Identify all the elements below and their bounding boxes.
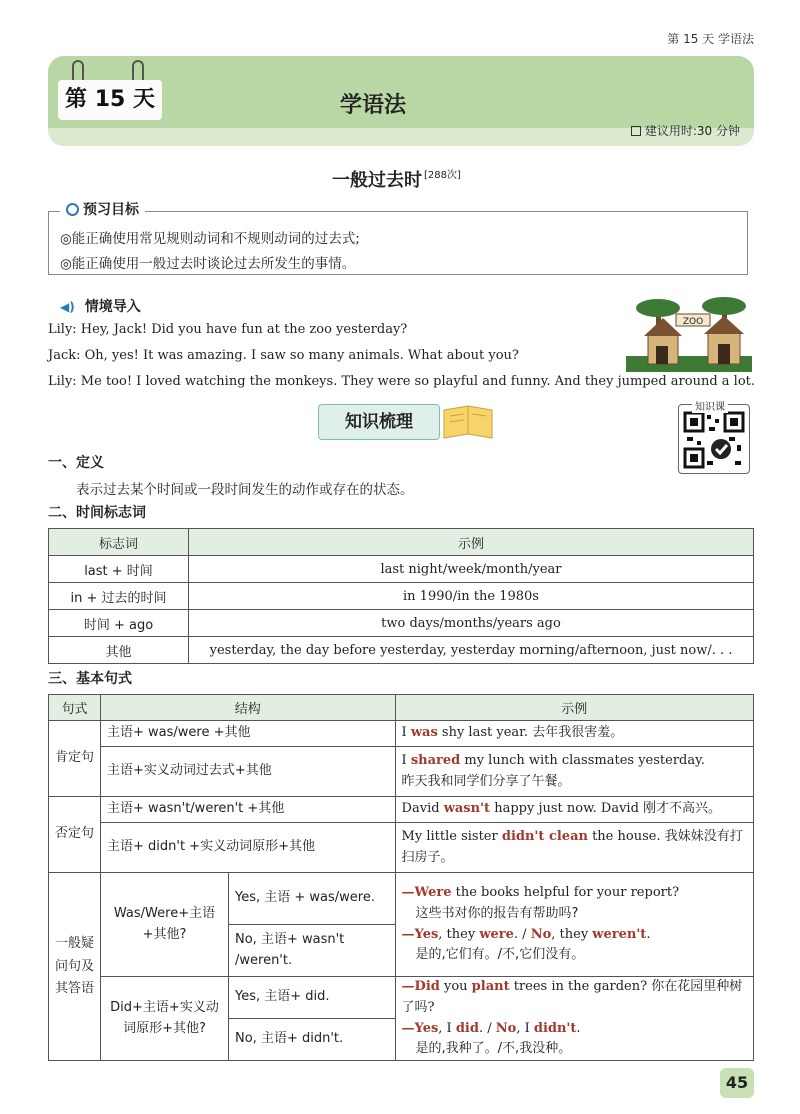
dialogue-line: Lily: Hey, Jack! Did you have fun at the zoo yesterday? bbox=[48, 322, 408, 337]
lesson-title: 一般过去时 [288次] bbox=[332, 170, 461, 191]
table-row: 主语+ didn't +实义动词原形+其他 My little sister didn't clean the house. 我妹妹没有打扫房子。 bbox=[49, 823, 754, 873]
pattern-label: 否定句 bbox=[49, 797, 101, 873]
binder-ring-icon bbox=[132, 60, 144, 80]
goal-item: ◎能正确使用一般过去时谈论过去所发生的事情。 bbox=[60, 256, 356, 272]
pattern-label: 肯定句 bbox=[49, 721, 101, 797]
column-header: 结构 bbox=[101, 695, 396, 721]
patterns-heading: 三、基本句式 bbox=[48, 671, 132, 687]
table-row: 时间 + ago two days/months/years ago bbox=[49, 610, 754, 637]
goal-item: ◎能正确使用常见规则动词和不规则动词的过去式; bbox=[60, 231, 360, 247]
knowledge-banner: 知识梳理 bbox=[318, 404, 440, 440]
qr-label: 知识课 bbox=[692, 398, 728, 413]
time-markers-heading: 二、时间标志词 bbox=[48, 505, 146, 521]
running-head: 第 15 天 学语法 bbox=[667, 32, 754, 46]
time-markers-table bbox=[48, 528, 754, 664]
table-row: 其他 yesterday, the day before yesterday, yesterday morning/afternoon, just now/. . . bbox=[49, 637, 754, 664]
table-row: 主语+实义动词过去式+其他 I shared my lunch with classmates yesterday. 昨天我和同学们分享了午餐。 bbox=[49, 747, 754, 797]
qr-code[interactable] bbox=[678, 404, 750, 474]
day-label: 第 15 天 bbox=[58, 80, 162, 120]
column-header: 示例 bbox=[395, 695, 753, 721]
column-header: 句式 bbox=[49, 695, 101, 721]
dialogue-line: Lily: Me too! I loved watching the monkeys. They were so playful and funny. And they jumped around a lot. bbox=[48, 374, 755, 389]
pattern-label: 一般疑问句及其答语 bbox=[49, 873, 101, 1061]
definition-heading: 一、定义 bbox=[48, 455, 104, 471]
column-header: 标志词 bbox=[49, 529, 189, 556]
table-row: last + 时间 last night/week/month/year bbox=[49, 556, 754, 583]
speaker-icon: ◀) bbox=[60, 300, 75, 314]
table-row: 肯定句 主语+ was/were +其他 I was shy last year. 去年我很害羞。 bbox=[49, 721, 754, 747]
zoo-sign: ZOO bbox=[682, 317, 704, 327]
qr-code-icon bbox=[679, 405, 749, 473]
exam-frequency: [288次] bbox=[424, 170, 461, 181]
table-row: No, 主语+ wasn't /weren't. bbox=[49, 925, 754, 977]
table-row: 一般疑问句及其答语 Was/Were+主语+其他? Yes, 主语 + was/were. —Were the books helpful for your report? 这些书对你的报告有帮助吗? —Yes, they were. / No, they weren't. 是的,它们有。/不,它们没有。 bbox=[49, 873, 754, 925]
table-row: in + 过去的时间 in 1990/in the 1980s bbox=[49, 583, 754, 610]
binder-ring-icon bbox=[72, 60, 84, 80]
table-row: Did+主语+实义动词原形+其他? Yes, 主语+ did. —Did you plant trees in the garden? 你在花园里种树了吗? —Yes, I did. / No, I didn't. 是的,我种了。/不,我没种。 bbox=[49, 977, 754, 1019]
table-row: 否定句 主语+ wasn't/weren't +其他 David wasn't happy just now. David 刚才不高兴。 bbox=[49, 797, 754, 823]
column-header: 示例 bbox=[189, 529, 754, 556]
situation-label: ◀) 情境导入 bbox=[60, 299, 141, 315]
dialogue-line: Jack: Oh, yes! It was amazing. I saw so many animals. What about you? bbox=[48, 348, 519, 363]
time-hint: 建议用时:30 分钟 bbox=[631, 122, 740, 139]
book-icon bbox=[440, 402, 496, 442]
target-icon bbox=[66, 203, 79, 216]
goals-label: 预习目标 bbox=[60, 199, 145, 219]
page-number: 45 bbox=[720, 1068, 754, 1098]
hourglass-icon bbox=[631, 126, 641, 136]
sentence-patterns-table bbox=[48, 694, 754, 1061]
banner-title: 学语法 bbox=[340, 93, 407, 118]
definition-text: 表示过去某个时间或一段时间发生的动作或存在的状态。 bbox=[76, 482, 414, 498]
zoo-illustration bbox=[626, 296, 752, 372]
table-row: No, 主语+ didn't. bbox=[49, 1019, 754, 1061]
